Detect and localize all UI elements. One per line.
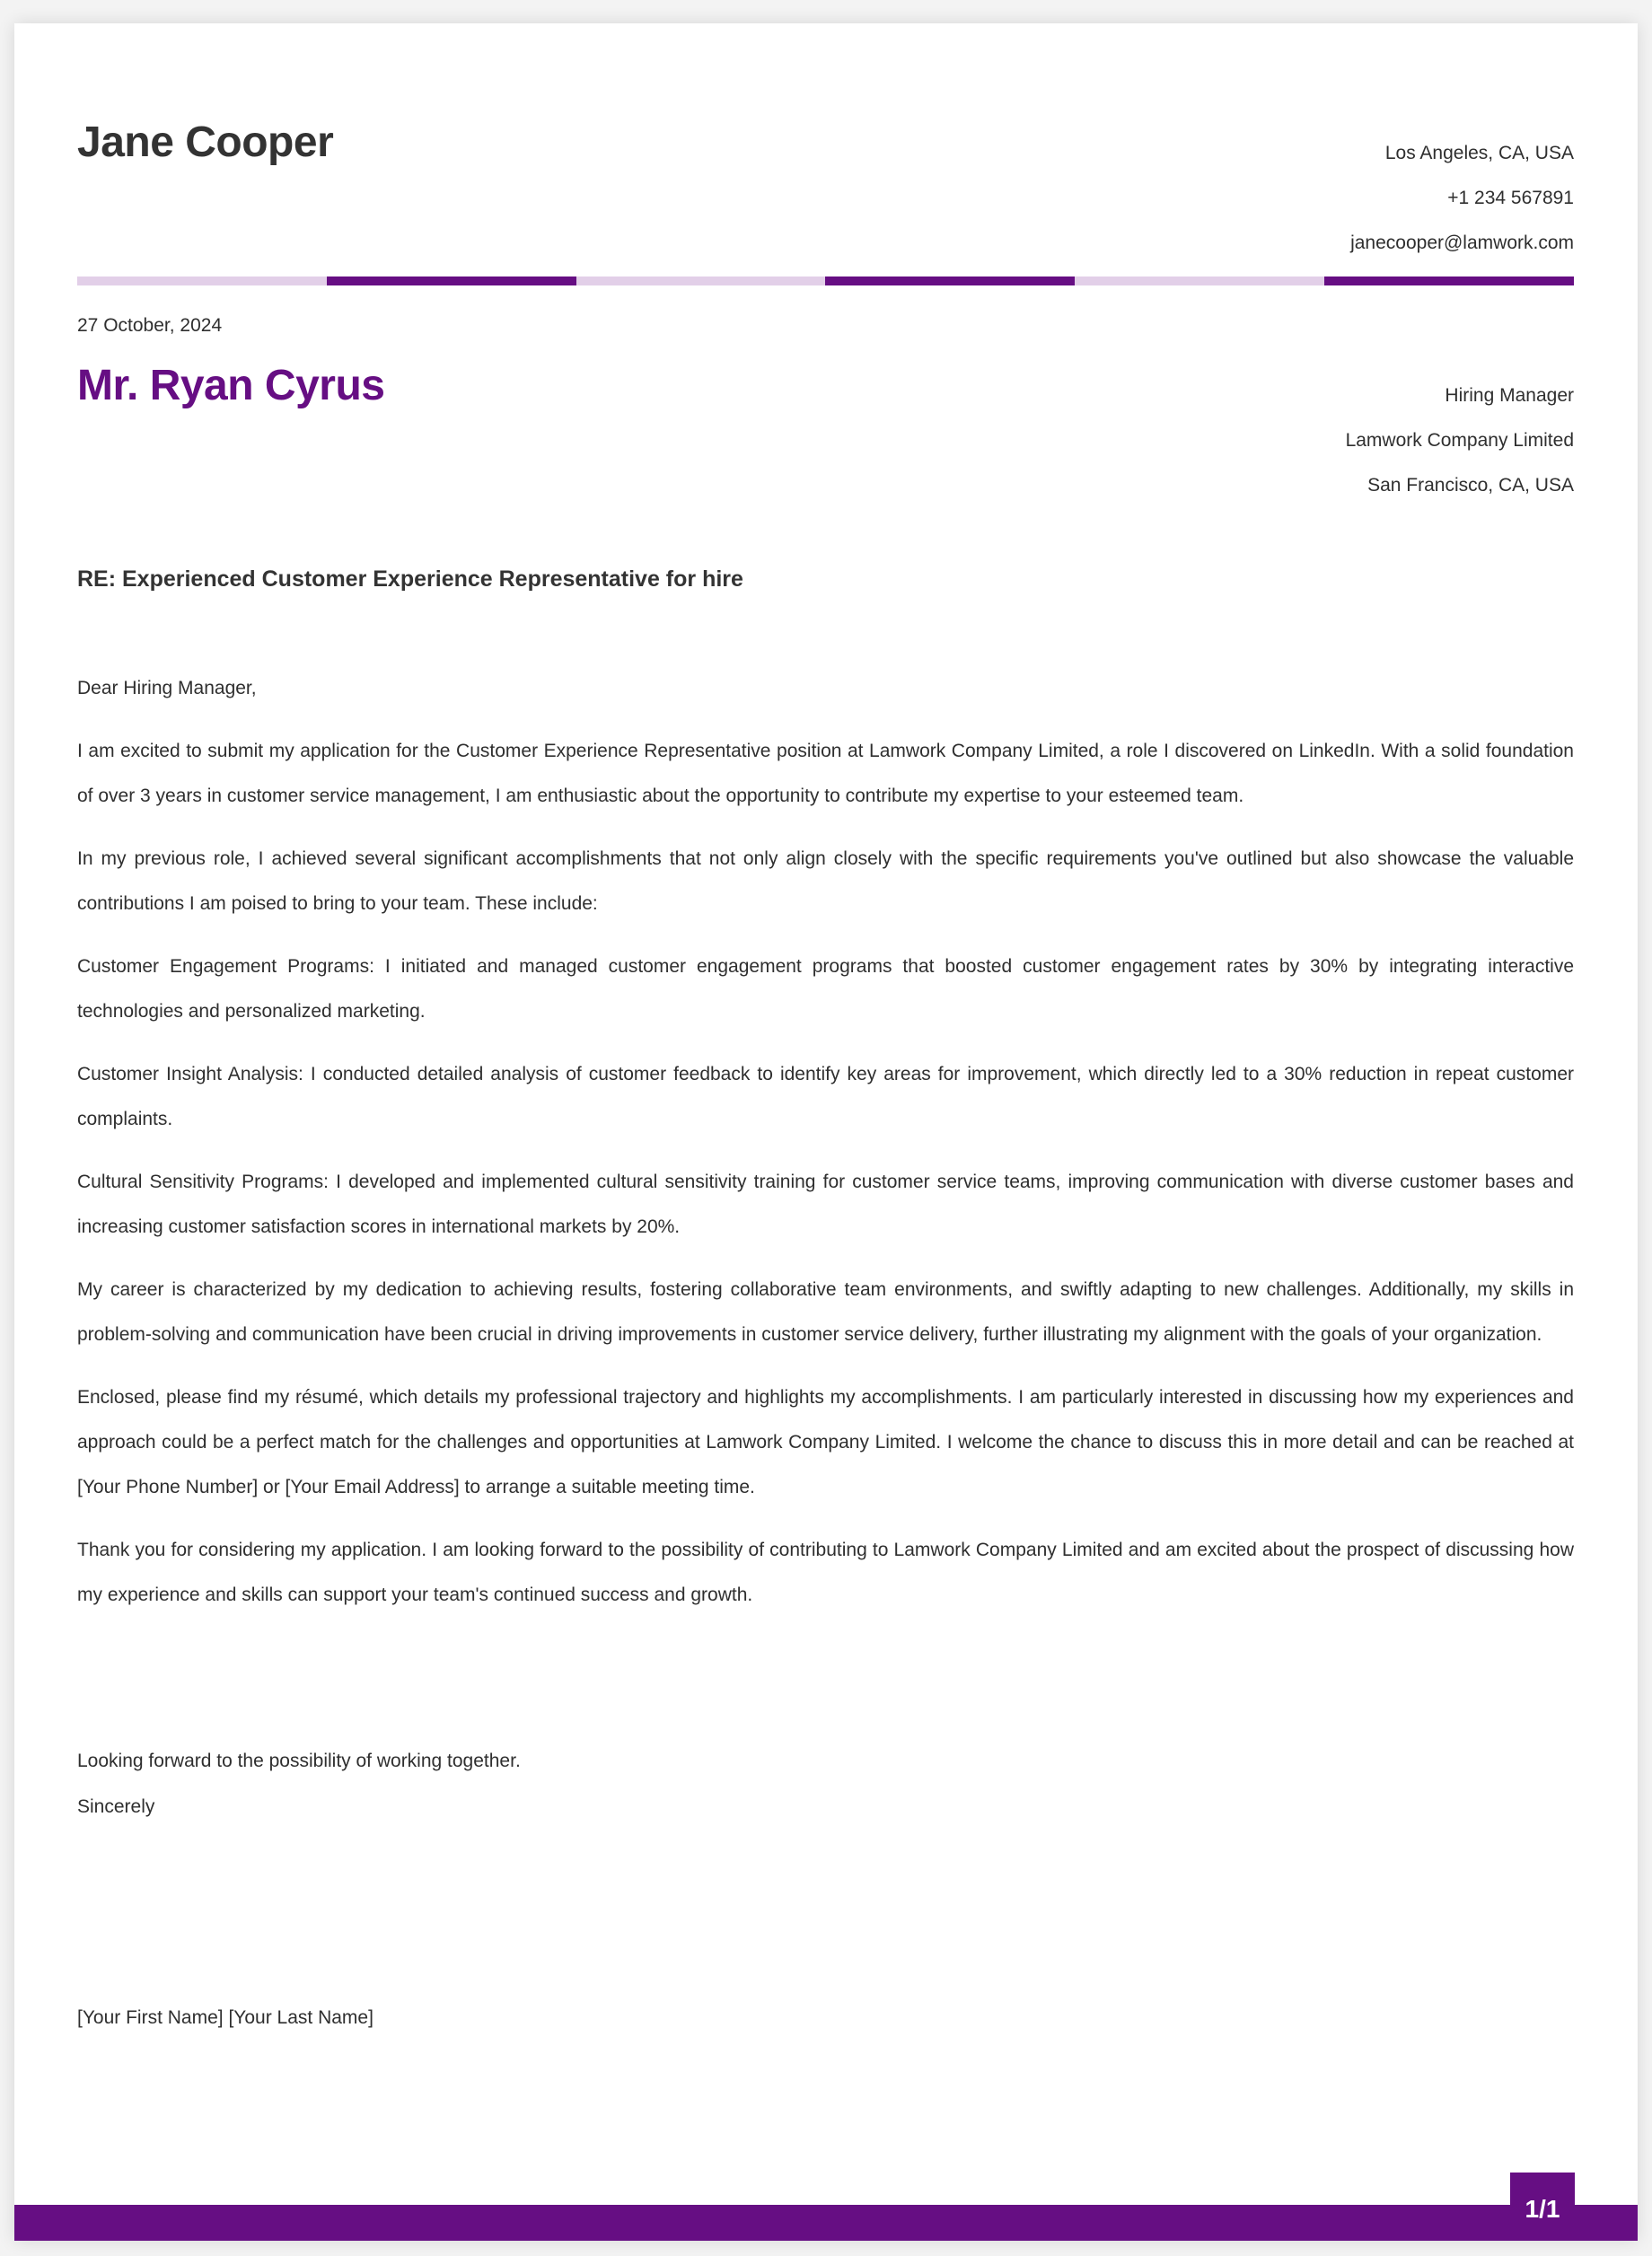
recipient-location: San Francisco, CA, USA [1367, 475, 1574, 496]
divider-segment [825, 277, 1075, 285]
divider-segment [576, 277, 826, 285]
body-paragraph: Customer Insight Analysis: I conducted detailed analysis of customer feedback to identify key areas for improvement, which directly led to a 30% reduction in repeat customer complaints. [77, 1064, 1574, 1129]
letter-page [14, 23, 1638, 2241]
recipient-title: Hiring Manager [1445, 385, 1574, 406]
sender-contact [1350, 131, 1574, 266]
divider-segment [1324, 277, 1574, 285]
body-paragraph: My career is characterized by my dedication to achieving results, fostering collaborative team environments, and swiftly adapting to new challenges. Additionally, my skills in problem-solving and communication have been crucial in driving improvements in customer service delivery, further illustrating my alignment with the goals of your organization. [77, 1279, 1574, 1345]
body-paragraph: I am excited to submit my application for the Customer Experience Representative position at Lamwork Company Limited, a role I discovered on LinkedIn. With a solid foundation of over 3 years in customer service management, I am enthusiastic about the opportunity to contribute my expertise to your esteemed team. [77, 741, 1574, 806]
sender-phone: +1 234 567891 [1447, 188, 1574, 208]
letter-body [77, 666, 1574, 1636]
closing-signoff: Sincerely [77, 1796, 155, 1817]
recipient-details [1346, 373, 1574, 508]
body-paragraph: Customer Engagement Programs: I initiated and managed customer engagement programs that boosted customer engagement rates by 30% by integrating interactive technologies and personalized marketing. [77, 956, 1574, 1022]
page-indicator: 1/1 [1510, 2173, 1575, 2241]
signature: [Your First Name] [Your Last Name] [77, 2007, 373, 2028]
body-paragraph: Thank you for considering my application. I am looking forward to the possibility of contributing to Lamwork Company Limited and am excited about the prospect of discussing how my experience and skills can support your team's continued success and growth. [77, 1540, 1574, 1605]
letter-date: 27 October, 2024 [77, 315, 223, 336]
divider-segment [77, 277, 327, 285]
header-divider [77, 277, 1574, 285]
sender-name: Jane Cooper [77, 119, 334, 166]
divider-segment [327, 277, 576, 285]
body-paragraph: Cultural Sensitivity Programs: I developed and implemented cultural sensitivity training for customer service teams, improving communication with diverse customer bases and increasing customer satisfaction scores in international markets by 20%. [77, 1172, 1574, 1237]
closing-line: Looking forward to the possibility of working together. [77, 1751, 521, 1771]
salutation: Dear Hiring Manager, [77, 678, 257, 698]
recipient-name: Mr. Ryan Cyrus [77, 362, 385, 409]
sender-email: janecooper@lamwork.com [1350, 233, 1574, 253]
body-paragraph: In my previous role, I achieved several significant accomplishments that not only align closely with the specific requirements you've outlined but also showcase the valuable contributions I am poised to bring to your team. These include: [77, 848, 1574, 914]
letter-subject: RE: Experienced Customer Experience Representative for hire [77, 566, 743, 592]
sender-location: Los Angeles, CA, USA [1384, 143, 1574, 163]
footer-bar [14, 2205, 1638, 2241]
closing-block [77, 1738, 521, 1830]
recipient-company: Lamwork Company Limited [1345, 430, 1574, 451]
divider-segment [1075, 277, 1324, 285]
body-paragraph: Enclosed, please find my résumé, which details my professional trajectory and highlights my accomplishments. I am particularly interested in discussing how my experiences and approach could be a perfect match for the challenges and opportunities at Lamwork Company Limited. I welcome the chance to discuss this in more detail and can be reached at [Your Phone Number] or [Your Email Address] to arrange a suitable meeting time. [77, 1387, 1574, 1497]
